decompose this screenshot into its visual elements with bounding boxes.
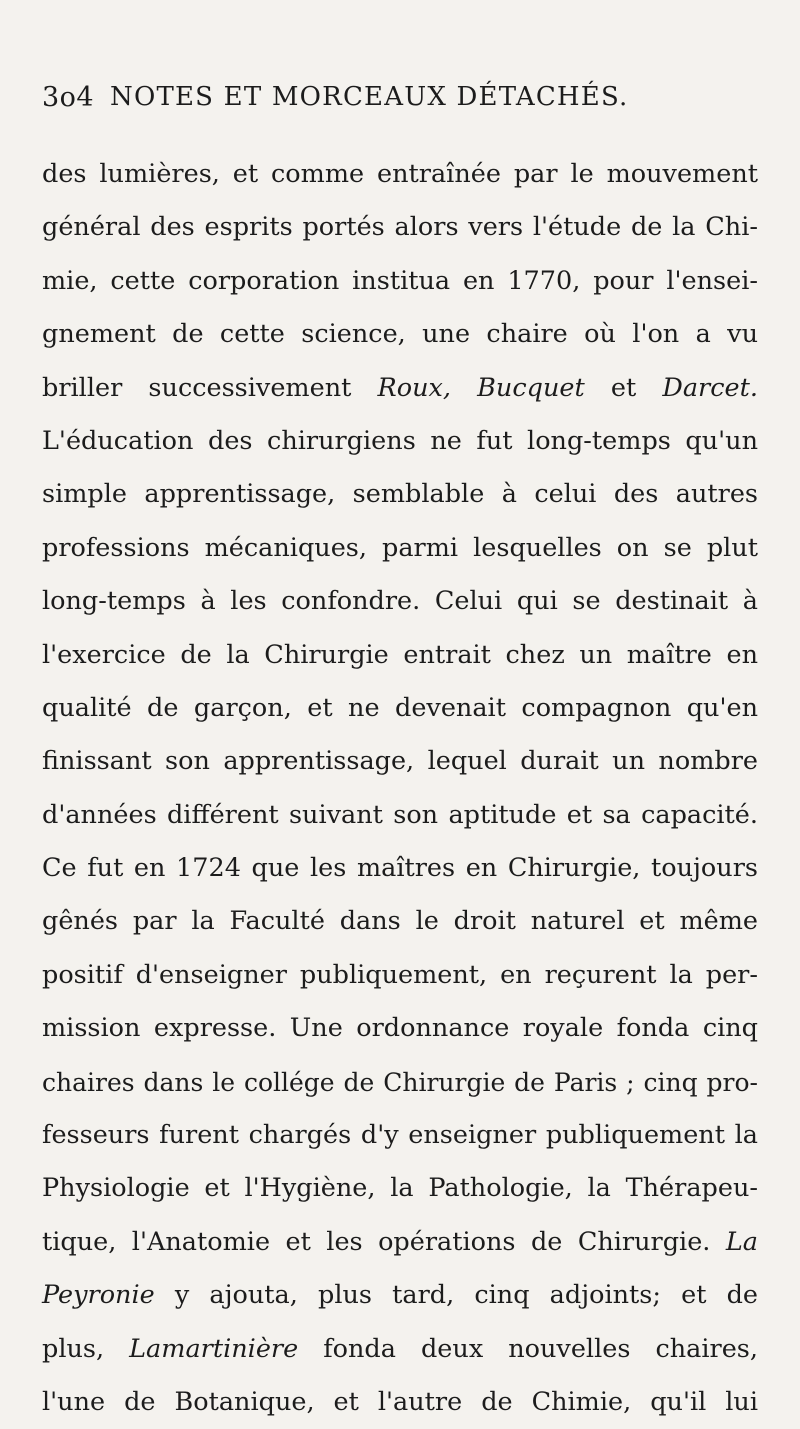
text-line: fesseurs furent chargés d'y enseigner publiquement la (42, 1120, 758, 1151)
text-line: briller successivement Roux, Bucquet et Darcet. (42, 372, 758, 403)
text-line: mission expresse. Une ordonnance royale fonda cinq (42, 1013, 758, 1044)
text-line: plus, Lamartinière fonda deux nouvelles chaires, (42, 1333, 758, 1364)
text-line: simple apprentissage, semblable à celui des autres (42, 479, 758, 510)
text-line: finissant son apprentissage, lequel durait un nombre (42, 746, 758, 777)
text-line: des lumières, et comme entraînée par le mouvement (42, 159, 758, 189)
body-text (42, 148, 758, 1429)
text-line: qualité de garçon, et ne devenait compagnon qu'en (42, 692, 758, 723)
running-head: NOTES ET MORCEAUX DÉTACHÉS. (110, 82, 629, 112)
text-line: Ce fut en 1724 que les maîtres en Chirurgie, toujours (42, 853, 758, 884)
text-line: long-temps à les confondre. Celui qui se destinait à (42, 586, 758, 617)
text-line: Physiologie et l'Hygiène, la Pathologie, la Thérapeu- (42, 1173, 758, 1204)
text-line: Peyronie y ajouta, plus tard, cinq adjoints; et de (42, 1280, 758, 1311)
text-line: positif d'enseigner publiquement, en reçurent la per- (42, 959, 758, 990)
text-line: l'une de Botanique, et l'autre de Chimie, qu'il lui (42, 1386, 758, 1417)
text-line: gnement de cette science, une chaire où l'on a vu (42, 319, 758, 350)
text-line: L'éducation des chirurgiens ne fut long-temps qu'un (42, 425, 758, 456)
text-line: mie, cette corporation institua en 1770, pour l'ensei- (42, 265, 758, 296)
text-line: professions mécaniques, parmi lesquelles on se plut (42, 532, 758, 563)
page-number: 3o4 (42, 82, 95, 113)
text-line: tique, l'Anatomie et les opérations de Chirurgie. La (42, 1226, 758, 1257)
text-line: général des esprits portés alors vers l'étude de la Chi- (42, 212, 758, 243)
text-line: l'exercice de la Chirurgie entrait chez un maître en (42, 639, 758, 670)
text-line: d'années différent suivant son aptitude et sa capacité. (42, 799, 758, 830)
text-line: gênés par la Faculté dans le droit naturel et même (42, 906, 758, 937)
page-header (42, 82, 762, 122)
text-line: chaires dans le collége de Chirurgie de Paris ; cinq pro- (42, 1067, 758, 1097)
